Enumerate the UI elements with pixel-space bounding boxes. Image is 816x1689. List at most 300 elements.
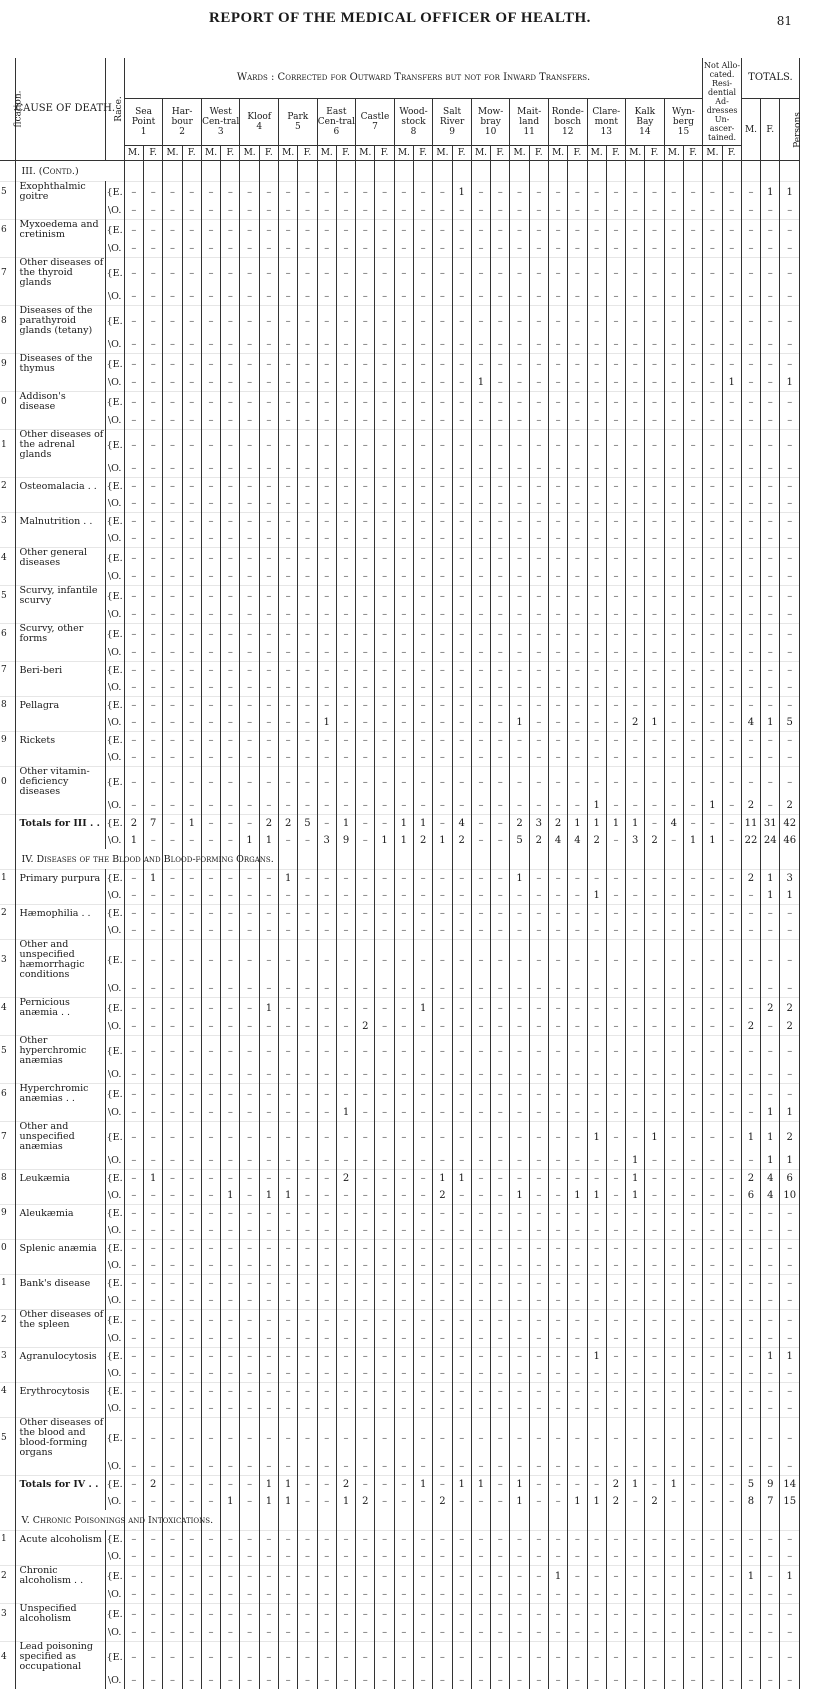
dash-cell: –: [144, 662, 163, 680]
empty-cell: [452, 161, 471, 182]
value-cell: 14: [780, 1476, 800, 1494]
dash-cell: –: [414, 1330, 433, 1348]
race-label: {E.: [105, 998, 124, 1019]
male-col-header: M.: [279, 146, 298, 161]
dash-cell: –: [645, 767, 664, 798]
dash-cell: –: [279, 392, 298, 413]
table-row: [0, 662, 800, 680]
dash-cell: –: [645, 1604, 664, 1625]
dash-cell: –: [703, 1275, 722, 1293]
dash-cell: –: [529, 732, 548, 750]
cause-name: [15, 832, 105, 849]
dash-cell: –: [761, 240, 780, 258]
dash-cell: –: [664, 1672, 683, 1689]
cause-name: Aleukæmia: [15, 1205, 105, 1223]
dash-cell: –: [279, 586, 298, 607]
dash-cell: –: [182, 392, 201, 413]
value-cell: 6: [780, 1170, 800, 1188]
dash-cell: –: [703, 1642, 722, 1673]
dash-cell: –: [317, 644, 336, 662]
dash-cell: –: [587, 1275, 606, 1293]
value-cell: 2: [587, 832, 606, 849]
dash-cell: –: [761, 1310, 780, 1331]
dash-cell: –: [722, 288, 741, 306]
dash-cell: –: [221, 1672, 240, 1689]
dash-cell: –: [471, 220, 490, 241]
dash-cell: –: [163, 1205, 182, 1223]
dash-cell: –: [182, 1586, 201, 1604]
dash-cell: –: [664, 732, 683, 750]
dash-cell: –: [375, 1548, 394, 1566]
cause-name: Other diseases of the adrenal glands: [15, 430, 105, 461]
value-cell: 1: [626, 1476, 645, 1494]
dash-cell: –: [124, 1310, 143, 1331]
dash-cell: –: [452, 1642, 471, 1673]
dash-cell: –: [279, 1400, 298, 1418]
dash-cell: –: [568, 679, 587, 697]
dash-cell: –: [375, 697, 394, 715]
dash-cell: –: [683, 1383, 702, 1401]
dash-cell: –: [375, 1642, 394, 1673]
dash-cell: –: [510, 1170, 529, 1188]
dash-cell: –: [645, 392, 664, 413]
dash-cell: –: [144, 392, 163, 413]
dash-cell: –: [182, 548, 201, 569]
dash-cell: –: [780, 586, 800, 607]
table-row: [0, 336, 800, 354]
dash-cell: –: [259, 1084, 278, 1105]
dash-cell: –: [163, 1493, 182, 1510]
dash-cell: –: [336, 940, 355, 981]
empty-cell: [452, 849, 471, 870]
value-cell: 5: [741, 1476, 760, 1494]
dash-cell: –: [761, 202, 780, 220]
dash-cell: –: [201, 732, 220, 750]
dash-cell: –: [163, 905, 182, 923]
value-cell: 22: [741, 832, 760, 849]
dash-cell: –: [317, 336, 336, 354]
dash-cell: –: [645, 1036, 664, 1067]
dash-cell: –: [683, 1586, 702, 1604]
dash-cell: –: [414, 1383, 433, 1401]
dash-cell: –: [491, 1187, 510, 1205]
dash-cell: –: [317, 980, 336, 998]
dash-cell: –: [722, 732, 741, 750]
race-label: \O.: [105, 1018, 124, 1036]
dash-cell: –: [375, 1122, 394, 1153]
dash-cell: –: [336, 1222, 355, 1240]
dash-cell: –: [336, 1122, 355, 1153]
ward-name: Mow-bray: [477, 107, 504, 127]
dash-cell: –: [433, 586, 452, 607]
dash-cell: –: [703, 1152, 722, 1170]
dash-cell: –: [683, 1222, 702, 1240]
dash-cell: –: [336, 430, 355, 461]
dash-cell: –: [722, 478, 741, 496]
dash-cell: –: [221, 374, 240, 392]
dash-cell: –: [761, 1365, 780, 1383]
dash-cell: –: [124, 1222, 143, 1240]
dash-cell: –: [606, 530, 625, 548]
value-cell: 1: [645, 1122, 664, 1153]
value-cell: 1: [336, 1493, 355, 1510]
dash-cell: –: [548, 714, 567, 732]
race-label: \O.: [105, 679, 124, 697]
dash-cell: –: [163, 586, 182, 607]
dash-cell: –: [375, 749, 394, 767]
race-label: {E.: [105, 354, 124, 375]
dash-cell: –: [703, 1566, 722, 1587]
dash-cell: –: [491, 887, 510, 905]
dash-cell: –: [394, 220, 413, 241]
ward-header: [587, 99, 626, 146]
dash-cell: –: [471, 1642, 490, 1673]
dash-cell: –: [356, 1222, 375, 1240]
dash-cell: –: [221, 815, 240, 833]
row-number: [0, 288, 15, 306]
dash-cell: –: [722, 460, 741, 478]
value-cell: 1: [259, 832, 278, 849]
dash-cell: –: [703, 732, 722, 750]
dash-cell: –: [741, 624, 760, 645]
dash-cell: –: [452, 870, 471, 888]
dash-cell: –: [606, 1170, 625, 1188]
value-cell: 1: [761, 182, 780, 203]
race-label: \O.: [105, 1458, 124, 1476]
dash-cell: –: [298, 1548, 317, 1566]
value-cell: 2: [780, 1018, 800, 1036]
dash-cell: –: [780, 478, 800, 496]
dash-cell: –: [703, 1493, 722, 1510]
dash-cell: –: [259, 1292, 278, 1310]
dash-cell: –: [259, 1586, 278, 1604]
value-cell: 1: [780, 1348, 800, 1366]
dash-cell: –: [664, 644, 683, 662]
dash-cell: –: [548, 1330, 567, 1348]
dash-cell: –: [394, 1257, 413, 1275]
dash-cell: –: [240, 1152, 259, 1170]
dash-cell: –: [375, 1418, 394, 1459]
dash-cell: –: [683, 767, 702, 798]
dash-cell: –: [529, 662, 548, 680]
dash-cell: –: [182, 1240, 201, 1258]
dash-cell: –: [201, 1066, 220, 1084]
dash-cell: –: [761, 548, 780, 569]
dash-cell: –: [221, 586, 240, 607]
dash-cell: –: [741, 586, 760, 607]
dash-cell: –: [471, 1084, 490, 1105]
dash-cell: –: [433, 336, 452, 354]
dash-cell: –: [298, 1383, 317, 1401]
dash-cell: –: [741, 1330, 760, 1348]
dash-cell: –: [741, 1548, 760, 1566]
dash-cell: –: [240, 1383, 259, 1401]
dash-cell: –: [683, 998, 702, 1019]
dash-cell: –: [761, 1205, 780, 1223]
dash-cell: –: [259, 940, 278, 981]
dash-cell: –: [471, 1036, 490, 1067]
dash-cell: –: [606, 870, 625, 888]
dash-cell: –: [240, 797, 259, 815]
dash-cell: –: [394, 767, 413, 798]
dash-cell: –: [626, 202, 645, 220]
dash-cell: –: [491, 1330, 510, 1348]
dash-cell: –: [298, 1642, 317, 1673]
dash-cell: –: [587, 513, 606, 531]
dash-cell: –: [664, 998, 683, 1019]
dash-cell: –: [664, 1170, 683, 1188]
dash-cell: –: [433, 1672, 452, 1689]
dash-cell: –: [510, 1418, 529, 1459]
dash-cell: –: [452, 1458, 471, 1476]
dash-cell: –: [336, 749, 355, 767]
dash-cell: –: [452, 530, 471, 548]
dash-cell: –: [645, 586, 664, 607]
empty-cell: [414, 849, 433, 870]
dash-cell: –: [298, 374, 317, 392]
dash-cell: –: [182, 1275, 201, 1293]
dash-cell: –: [221, 1310, 240, 1331]
dash-cell: –: [279, 495, 298, 513]
dash-cell: –: [201, 1383, 220, 1401]
dash-cell: –: [741, 460, 760, 478]
dash-cell: –: [510, 644, 529, 662]
dash-cell: –: [221, 1036, 240, 1067]
dash-cell: –: [645, 644, 664, 662]
dash-cell: –: [606, 568, 625, 586]
dash-cell: –: [336, 1586, 355, 1604]
row-number: 8: [0, 1170, 15, 1188]
persons-label: Persons: [793, 111, 804, 148]
dash-cell: –: [375, 1104, 394, 1122]
dash-cell: –: [664, 258, 683, 289]
dash-cell: –: [548, 478, 567, 496]
dash-cell: –: [240, 606, 259, 624]
dash-cell: –: [548, 1257, 567, 1275]
dash-cell: –: [761, 662, 780, 680]
dash-cell: –: [394, 870, 413, 888]
dash-cell: –: [780, 568, 800, 586]
dash-cell: –: [606, 1458, 625, 1476]
dash-cell: –: [626, 980, 645, 998]
dash-cell: –: [356, 1066, 375, 1084]
dash-cell: –: [645, 1586, 664, 1604]
dash-cell: –: [664, 1383, 683, 1401]
ward-name: Ronde-bosch: [551, 107, 584, 127]
dash-cell: –: [240, 870, 259, 888]
dash-cell: –: [587, 662, 606, 680]
dash-cell: –: [780, 354, 800, 375]
dash-cell: –: [587, 940, 606, 981]
dash-cell: –: [780, 732, 800, 750]
dash-cell: –: [722, 1187, 741, 1205]
dash-cell: –: [510, 1122, 529, 1153]
table-row: [0, 1604, 800, 1625]
cause-name: Scurvy, other forms: [15, 624, 105, 645]
value-cell: 5: [298, 815, 317, 833]
row-number: 4: [0, 998, 15, 1019]
dash-cell: –: [761, 495, 780, 513]
dash-cell: –: [664, 374, 683, 392]
row-number: 9: [0, 354, 15, 375]
dash-cell: –: [221, 1348, 240, 1366]
dash-cell: –: [606, 202, 625, 220]
empty-cell: [529, 161, 548, 182]
dash-cell: –: [664, 1152, 683, 1170]
dash-cell: –: [568, 1531, 587, 1549]
dash-cell: –: [761, 258, 780, 289]
dash-cell: –: [375, 202, 394, 220]
race-label: \O.: [105, 1187, 124, 1205]
male-col-header: M.: [433, 146, 452, 161]
dash-cell: –: [336, 606, 355, 624]
dash-cell: –: [298, 1493, 317, 1510]
dash-cell: –: [548, 258, 567, 289]
dash-cell: –: [414, 679, 433, 697]
empty-cell: [548, 849, 567, 870]
race-label: \O.: [105, 568, 124, 586]
dash-cell: –: [741, 662, 760, 680]
value-cell: 4: [548, 832, 567, 849]
dash-cell: –: [761, 513, 780, 531]
dash-cell: –: [182, 1222, 201, 1240]
dash-cell: –: [645, 1018, 664, 1036]
dash-cell: –: [240, 392, 259, 413]
dash-cell: –: [510, 905, 529, 923]
cause-name: Osteomalacia . .: [15, 478, 105, 496]
dash-cell: –: [645, 1624, 664, 1642]
cause-name: Addison's disease: [15, 392, 105, 413]
dash-cell: –: [587, 336, 606, 354]
dash-cell: –: [664, 202, 683, 220]
dash-cell: –: [529, 1418, 548, 1459]
dash-cell: –: [452, 392, 471, 413]
row-number: [0, 1222, 15, 1240]
dash-cell: –: [510, 586, 529, 607]
dash-cell: –: [703, 513, 722, 531]
row-number: [0, 797, 15, 815]
dash-cell: –: [664, 1036, 683, 1067]
dash-cell: –: [452, 767, 471, 798]
empty-cell: [741, 1510, 760, 1531]
dash-cell: –: [144, 1036, 163, 1067]
dash-cell: –: [703, 1310, 722, 1331]
ward-name: Salt River: [439, 107, 465, 127]
dash-cell: –: [510, 940, 529, 981]
dash-cell: –: [510, 797, 529, 815]
dash-cell: –: [279, 182, 298, 203]
dash-cell: –: [394, 644, 413, 662]
dash-cell: –: [761, 1257, 780, 1275]
dash-cell: –: [587, 1365, 606, 1383]
dash-cell: –: [491, 1036, 510, 1067]
dash-cell: –: [761, 644, 780, 662]
dash-cell: –: [240, 1493, 259, 1510]
dash-cell: –: [761, 1548, 780, 1566]
race-label: {E.: [105, 306, 124, 337]
dash-cell: –: [317, 1240, 336, 1258]
female-col-header: F.: [491, 146, 510, 161]
dash-cell: –: [221, 1275, 240, 1293]
female-col-header: F.: [683, 146, 702, 161]
dash-cell: –: [664, 1458, 683, 1476]
dash-cell: –: [780, 662, 800, 680]
dash-cell: –: [722, 1292, 741, 1310]
dash-cell: –: [375, 336, 394, 354]
dash-cell: –: [780, 495, 800, 513]
dash-cell: –: [606, 1122, 625, 1153]
row-number: [0, 412, 15, 430]
cause-name: [15, 1066, 105, 1084]
section-stub: [0, 161, 15, 182]
dash-cell: –: [201, 662, 220, 680]
dash-cell: –: [414, 1566, 433, 1587]
ward-header: [317, 99, 356, 146]
dash-cell: –: [201, 1240, 220, 1258]
row-number: [0, 1018, 15, 1036]
dash-cell: –: [645, 1310, 664, 1331]
dash-cell: –: [221, 749, 240, 767]
dash-cell: –: [414, 513, 433, 531]
dash-cell: –: [761, 679, 780, 697]
value-cell: 7: [144, 815, 163, 833]
dash-cell: –: [491, 870, 510, 888]
table-row: [0, 887, 800, 905]
row-number: 4: [0, 548, 15, 569]
dash-cell: –: [664, 548, 683, 569]
cause-name: [15, 202, 105, 220]
empty-cell: [761, 849, 780, 870]
dash-cell: –: [548, 662, 567, 680]
table-row: [0, 1418, 800, 1459]
dash-cell: –: [240, 980, 259, 998]
dash-cell: –: [626, 1066, 645, 1084]
dash-cell: –: [568, 797, 587, 815]
dash-cell: –: [664, 288, 683, 306]
dash-cell: –: [394, 460, 413, 478]
dash-cell: –: [587, 568, 606, 586]
dash-cell: –: [568, 1084, 587, 1105]
ward-name: East Cen-tral: [317, 107, 355, 127]
dash-cell: –: [761, 1566, 780, 1587]
dash-cell: –: [414, 905, 433, 923]
dash-cell: –: [529, 1604, 548, 1625]
dash-cell: –: [683, 513, 702, 531]
table-row: [0, 1586, 800, 1604]
dash-cell: –: [683, 288, 702, 306]
ward-name: Kloof: [247, 112, 272, 122]
dash-cell: –: [317, 478, 336, 496]
value-cell: 1: [761, 1348, 780, 1366]
dash-cell: –: [433, 624, 452, 645]
dash-cell: –: [452, 1586, 471, 1604]
dash-cell: –: [433, 548, 452, 569]
dash-cell: –: [510, 1066, 529, 1084]
dash-cell: –: [182, 1205, 201, 1223]
dash-cell: –: [471, 586, 490, 607]
dash-cell: –: [163, 1310, 182, 1331]
dash-cell: –: [317, 202, 336, 220]
dash-cell: –: [356, 586, 375, 607]
cause-name: Diseases of the parathyroid glands (tetany): [15, 306, 105, 337]
dash-cell: –: [452, 922, 471, 940]
dash-cell: –: [645, 202, 664, 220]
dash-cell: –: [298, 679, 317, 697]
empty-cell: [221, 161, 240, 182]
table-row: [0, 940, 800, 981]
dash-cell: –: [259, 1275, 278, 1293]
cause-name: [15, 1548, 105, 1566]
